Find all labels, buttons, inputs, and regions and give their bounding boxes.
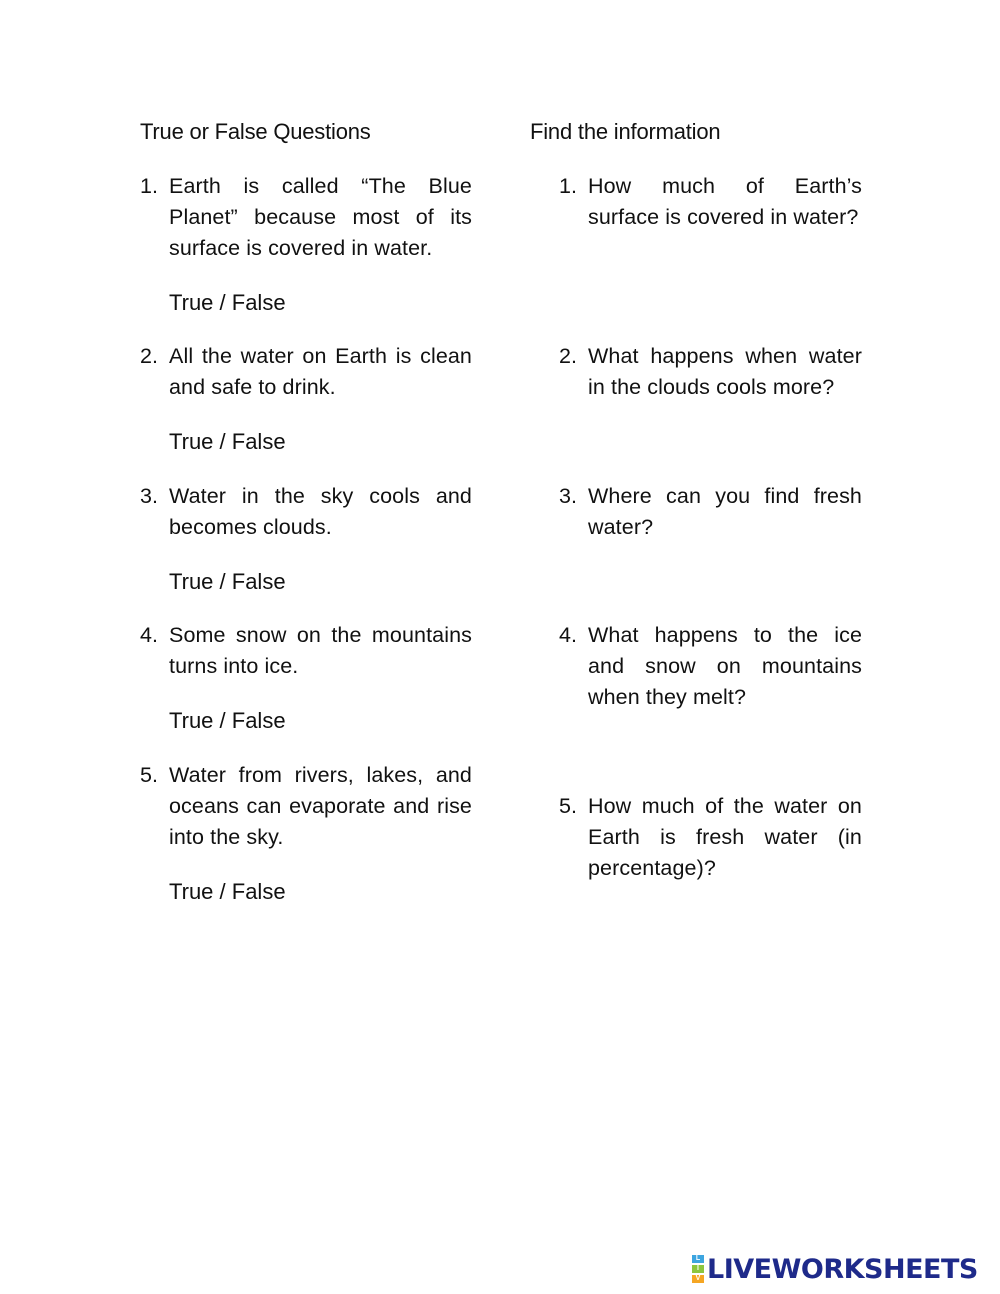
question-number: 5.: [140, 763, 159, 787]
question-text: Where can you find fresh water?: [588, 484, 862, 539]
tf-question-2: [140, 341, 472, 403]
tf-answer-1[interactable]: True / False: [169, 290, 286, 315]
true-false-heading: True or False Questions: [140, 119, 371, 144]
question-number: 4.: [559, 623, 578, 647]
question-text: How much of Earth’s surface is covered in water?: [588, 174, 862, 229]
question-text: How much of the water on Earth is fresh water (in percentage)?: [588, 794, 862, 880]
info-question-4: [559, 620, 862, 713]
question-text: Earth is called “The Blue Planet” because most of its surface is covered in water.: [169, 174, 472, 260]
tf-answer-2[interactable]: True / False: [169, 429, 286, 454]
question-number: 3.: [140, 484, 159, 508]
tf-question-1: [140, 171, 472, 264]
info-question-5: [559, 791, 862, 884]
question-text: All the water on Earth is clean and safe to drink.: [169, 344, 472, 399]
question-text: Water in the sky cools and becomes clouds.: [169, 484, 472, 539]
tf-answer-3[interactable]: True / False: [169, 569, 286, 594]
info-question-3: [559, 481, 862, 543]
liveworksheets-logo: [692, 1252, 978, 1286]
question-number: 2.: [140, 344, 159, 368]
tf-answer-4[interactable]: True / False: [169, 708, 286, 733]
question-text: What happens to the ice and snow on mountains when they melt?: [588, 623, 862, 709]
question-number: 4.: [140, 623, 159, 647]
logo-letter-v: V: [692, 1275, 704, 1283]
question-text: Some snow on the mountains turns into ice.: [169, 623, 472, 678]
logo-letter-i: I: [692, 1265, 704, 1273]
question-number: 1.: [140, 174, 159, 198]
tf-question-4: [140, 620, 472, 682]
question-number: 1.: [559, 174, 578, 198]
live-logo-icon: [692, 1254, 704, 1284]
question-text: Water from rivers, lakes, and oceans can evaporate and rise into the sky.: [169, 763, 472, 849]
question-number: 2.: [559, 344, 578, 368]
tf-question-3: [140, 481, 472, 543]
question-number: 3.: [559, 484, 578, 508]
logo-letter-l: L: [692, 1255, 704, 1263]
tf-answer-5[interactable]: True / False: [169, 879, 286, 904]
info-question-2: [559, 341, 862, 403]
question-number: 5.: [559, 794, 578, 818]
brand-name: LIVEWORKSHEETS: [707, 1253, 978, 1285]
question-text: What happens when water in the clouds cools more?: [588, 344, 862, 399]
info-question-1: [559, 171, 862, 233]
find-info-heading: Find the information: [530, 119, 721, 144]
tf-question-5: [140, 760, 472, 853]
